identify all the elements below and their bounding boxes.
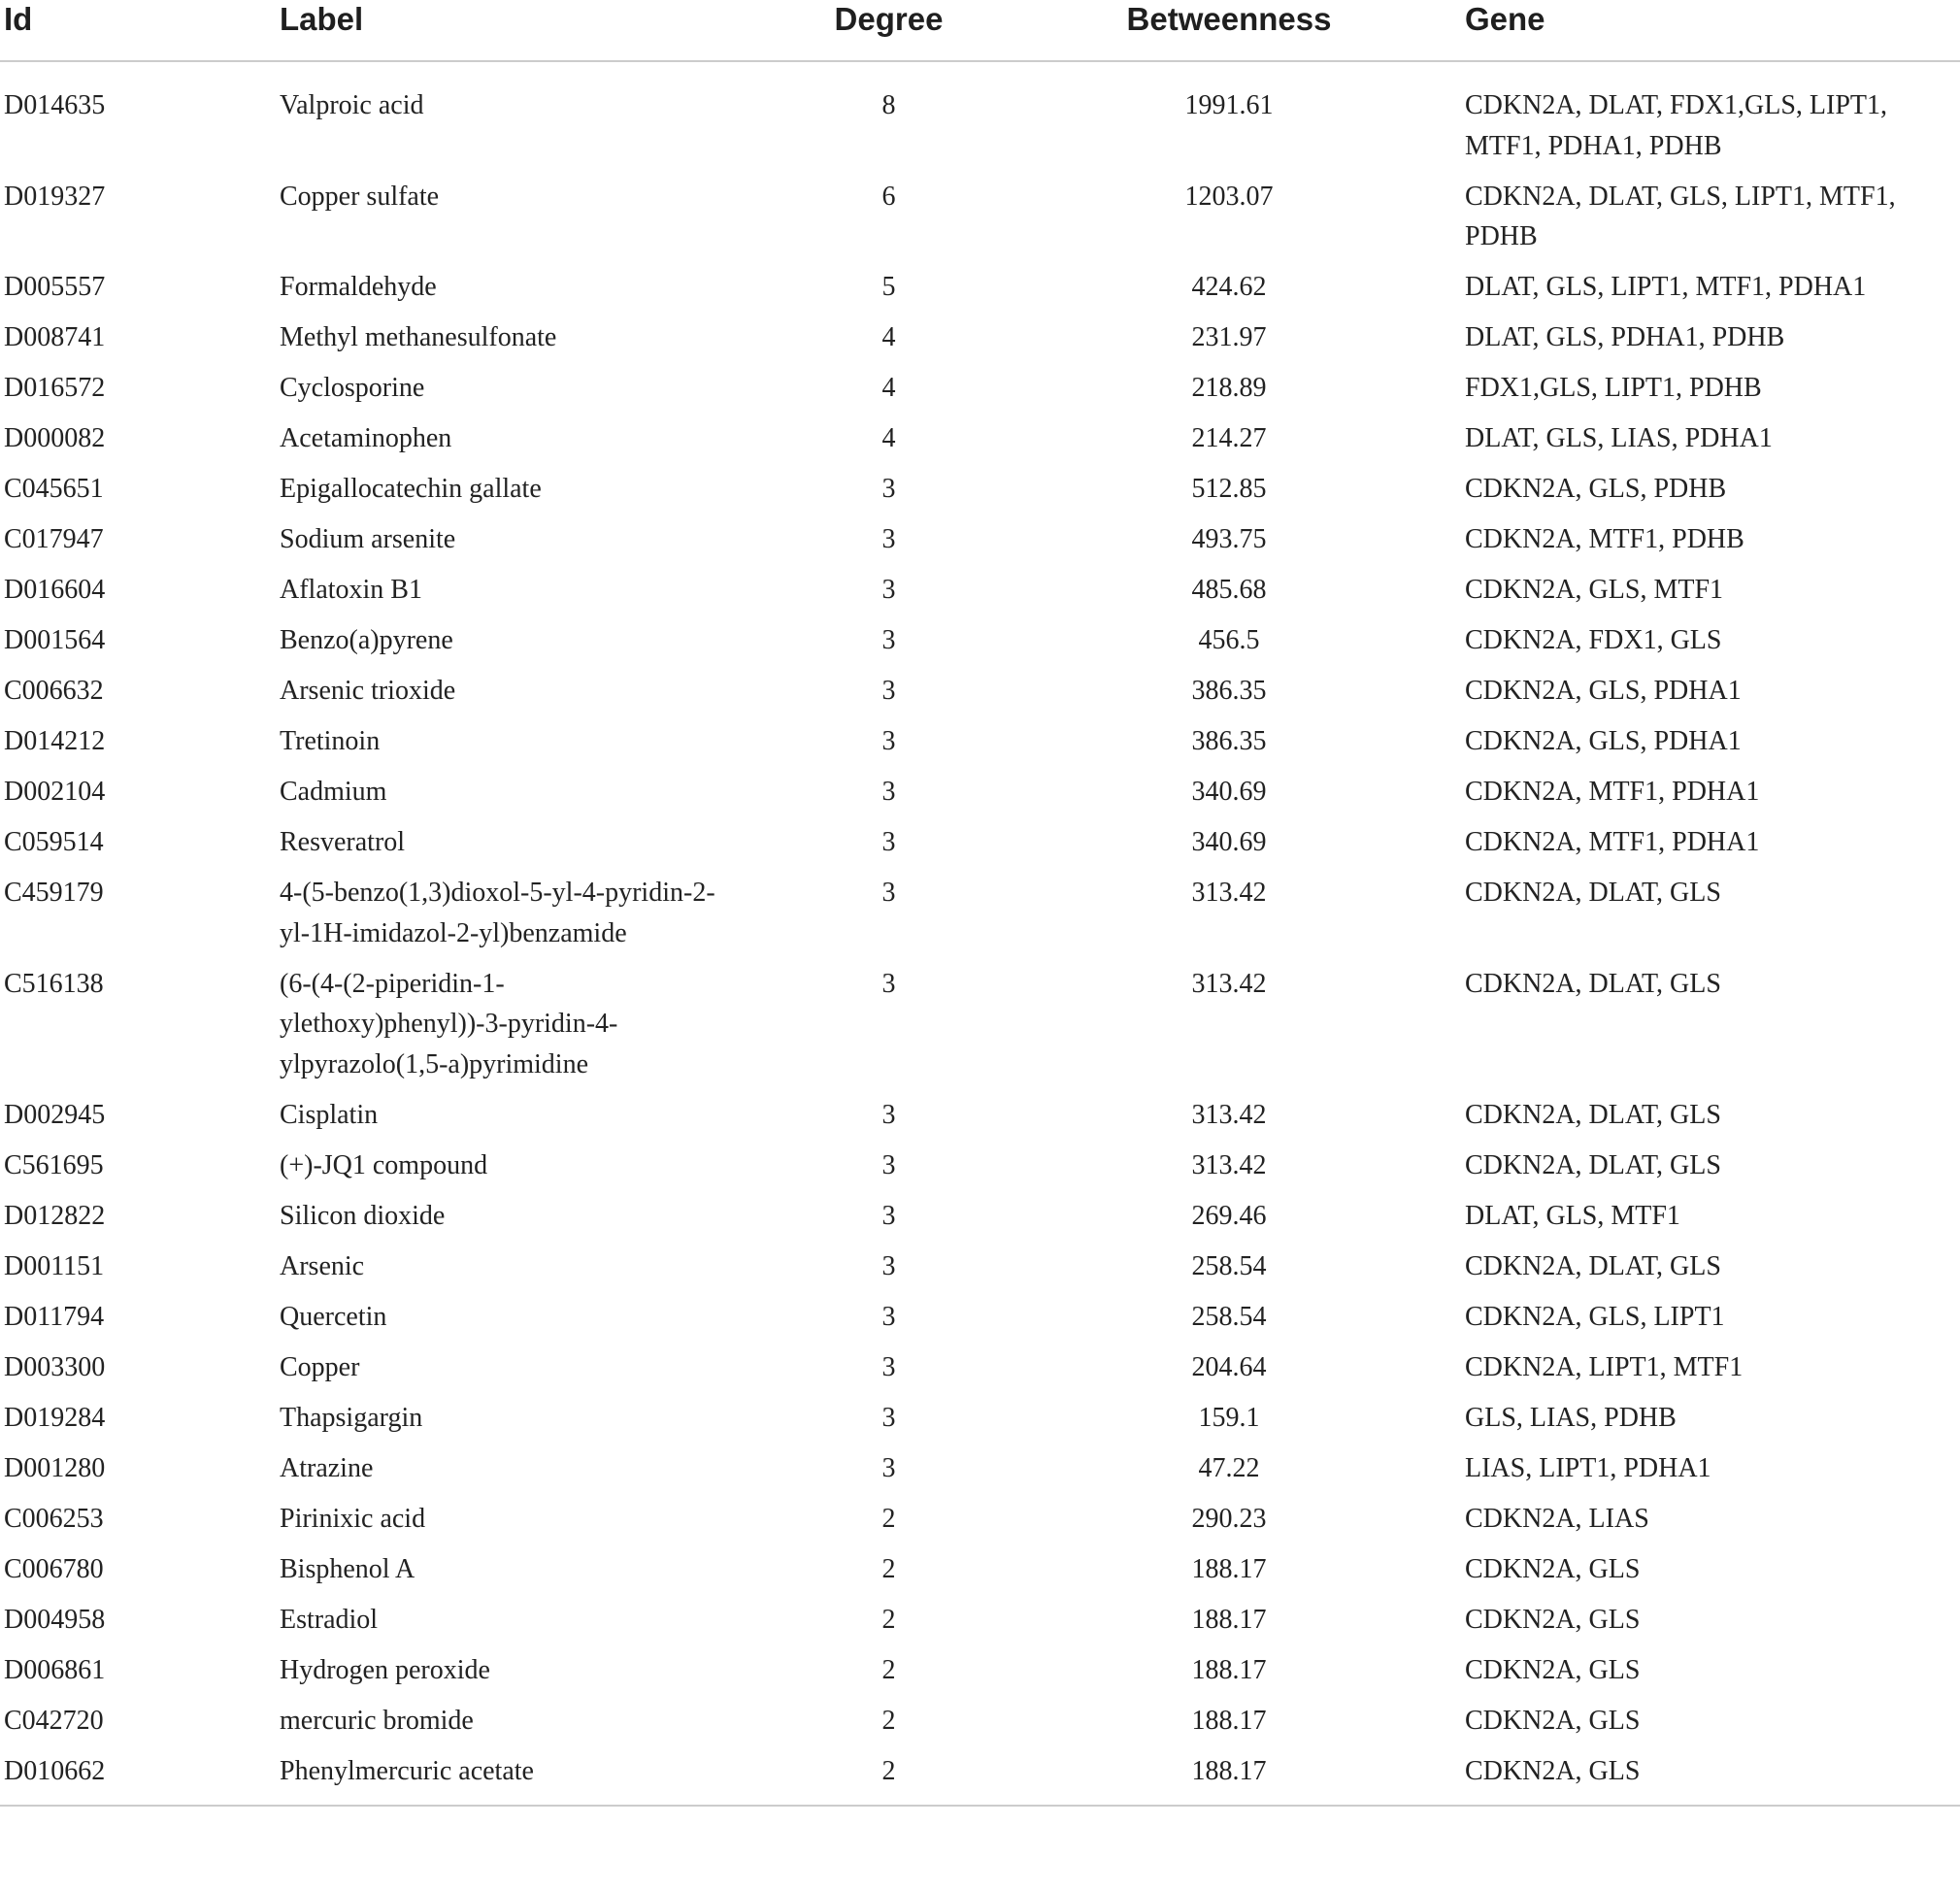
- table-row: [0, 560, 1960, 611]
- cell-id: D014212: [4, 726, 106, 756]
- cell-id: D019327: [4, 181, 106, 212]
- cell-gene: CDKN2A, GLS, MTF1: [1465, 575, 1724, 605]
- table-row: [0, 510, 1960, 560]
- cell-gene: CDKN2A, GLS: [1465, 1553, 1641, 1584]
- cell-id: C017947: [4, 524, 104, 554]
- cell-id: D014635: [4, 90, 106, 120]
- cell-gene: CDKN2A, MTF1, PDHA1: [1465, 777, 1760, 807]
- cell-id: D001151: [4, 1250, 105, 1281]
- cell-degree: 4: [881, 423, 896, 453]
- cell-degree: 3: [881, 827, 896, 857]
- cell-id: D000082: [4, 423, 106, 453]
- cell-id: D019284: [4, 1402, 106, 1433]
- cell-gene: DLAT, GLS, PDHA1, PDHB: [1465, 322, 1785, 352]
- cell-degree: 3: [881, 968, 896, 999]
- cell-id: D002945: [4, 1099, 106, 1130]
- bottom-rule: [0, 1806, 1960, 1807]
- cell-gene: CDKN2A, MTF1, PDHA1: [1465, 827, 1760, 857]
- cell-gene: CDKN2A, GLS, LIPT1: [1465, 1301, 1725, 1332]
- cell-betweenness: 159.1: [1198, 1402, 1260, 1433]
- cell-label: Aflatoxin B1: [280, 575, 422, 605]
- cell-betweenness: 290.23: [1191, 1503, 1267, 1534]
- cell-label: Resveratrol: [280, 827, 406, 857]
- header-betweenness: Betweenness: [993, 0, 1465, 61]
- cell-betweenness: 258.54: [1191, 1301, 1267, 1332]
- cell-id: D004958: [4, 1604, 106, 1635]
- cell-id: D006861: [4, 1654, 106, 1685]
- cell-label: mercuric bromide: [280, 1705, 474, 1736]
- cell-id: D001280: [4, 1452, 106, 1483]
- cell-degree: 2: [881, 1654, 896, 1685]
- cell-degree: 6: [881, 181, 896, 212]
- header-row: [0, 0, 1960, 61]
- cell-betweenness: 313.42: [1191, 968, 1267, 999]
- cell-betweenness: 340.69: [1191, 827, 1267, 857]
- cell-label: Arsenic: [280, 1250, 365, 1281]
- cell-betweenness: 269.46: [1191, 1200, 1267, 1231]
- cell-label: Formaldehyde: [280, 272, 437, 302]
- cell-id: D010662: [4, 1755, 106, 1786]
- table-row: [0, 762, 1960, 813]
- cell-id: C006253: [4, 1503, 104, 1534]
- cell-gene: CDKN2A, GLS: [1465, 1755, 1641, 1786]
- cell-id: C561695: [4, 1149, 104, 1180]
- table-row: [0, 863, 1960, 954]
- cell-betweenness: 188.17: [1191, 1654, 1267, 1685]
- cell-betweenness: 258.54: [1191, 1250, 1267, 1281]
- cell-gene: CDKN2A, GLS: [1465, 1654, 1641, 1685]
- cell-gene: DLAT, GLS, LIAS, PDHA1: [1465, 423, 1773, 453]
- cell-label: Hydrogen peroxide: [280, 1654, 490, 1685]
- cell-id: C045651: [4, 474, 104, 504]
- cell-label: Acetaminophen: [280, 423, 452, 453]
- cell-betweenness: 218.89: [1191, 373, 1267, 403]
- cell-degree: 3: [881, 1402, 896, 1433]
- cell-label: Benzo(a)pyrene: [280, 625, 453, 655]
- cell-id: D001564: [4, 625, 106, 655]
- cell-degree: 3: [881, 1351, 896, 1382]
- table-row: [0, 712, 1960, 762]
- cell-id: C042720: [4, 1705, 104, 1736]
- table-row: [0, 1135, 1960, 1185]
- table-row: [0, 459, 1960, 510]
- cell-gene: CDKN2A, FDX1, GLS: [1465, 625, 1722, 655]
- table-row: [0, 1438, 1960, 1488]
- cell-label: Cyclosporine: [280, 373, 425, 403]
- table-row: [0, 1589, 1960, 1640]
- cell-id: D008741: [4, 322, 106, 352]
- cell-betweenness: 386.35: [1191, 676, 1267, 706]
- cell-label: Atrazine: [280, 1452, 374, 1483]
- cell-id: D005557: [4, 272, 106, 302]
- cell-gene: LIAS, LIPT1, PDHA1: [1465, 1452, 1711, 1483]
- table-row: [0, 358, 1960, 409]
- cell-degree: 2: [881, 1503, 896, 1534]
- cell-gene: CDKN2A, GLS, PDHA1: [1465, 726, 1742, 756]
- cell-id: C006632: [4, 676, 104, 706]
- cell-betweenness: 485.68: [1191, 575, 1267, 605]
- cell-gene: DLAT, GLS, LIPT1, MTF1, PDHA1: [1465, 272, 1867, 302]
- cell-id: D016572: [4, 373, 106, 403]
- table-row: [0, 1539, 1960, 1589]
- cell-degree: 2: [881, 1705, 896, 1736]
- cell-betweenness: 313.42: [1191, 1099, 1267, 1130]
- cell-label: Phenylmercuric acetate: [280, 1755, 534, 1786]
- cell-label: Estradiol: [280, 1604, 379, 1635]
- cell-label: Arsenic trioxide: [280, 676, 456, 706]
- cell-betweenness: 340.69: [1191, 777, 1267, 807]
- cell-label: 4-(5-benzo(1,3)dioxol-5-yl-4-pyridin-2-yl-1H-imidazol-2-yl)benzamide: [280, 878, 715, 948]
- table-row: [0, 61, 1960, 166]
- cell-betweenness: 188.17: [1191, 1755, 1267, 1786]
- table-row: [0, 1185, 1960, 1236]
- cell-gene: CDKN2A, GLS, PDHA1: [1465, 676, 1742, 706]
- cell-gene: CDKN2A, DLAT, FDX1,GLS, LIPT1, MTF1, PDHA1, PDHB: [1465, 90, 1888, 161]
- table-row: [0, 1690, 1960, 1741]
- cell-degree: 3: [881, 474, 896, 504]
- cell-gene: CDKN2A, DLAT, GLS: [1465, 878, 1721, 908]
- header-id: Id: [0, 0, 280, 61]
- cell-gene: CDKN2A, LIAS: [1465, 1503, 1649, 1534]
- cell-degree: 4: [881, 322, 896, 352]
- cell-betweenness: 188.17: [1191, 1705, 1267, 1736]
- cell-id: C516138: [4, 968, 104, 999]
- cell-betweenness: 493.75: [1191, 524, 1267, 554]
- cell-label: Epigallocatechin gallate: [280, 474, 542, 504]
- cell-label: Cadmium: [280, 777, 387, 807]
- cell-label: (6-(4-(2-piperidin-1-ylethoxy)phenyl))-3-pyridin-4-ylpyrazolo(1,5-a)pyrimidine: [280, 968, 618, 1079]
- cell-id: D016604: [4, 575, 106, 605]
- cell-degree: 3: [881, 1250, 896, 1281]
- cell-gene: CDKN2A, MTF1, PDHB: [1465, 524, 1744, 554]
- cell-id: D003300: [4, 1351, 106, 1382]
- cell-gene: CDKN2A, GLS: [1465, 1705, 1641, 1736]
- table-row: [0, 1387, 1960, 1438]
- cell-label: Bisphenol A: [280, 1553, 415, 1584]
- cell-degree: 3: [881, 625, 896, 655]
- cell-degree: 8: [881, 90, 896, 120]
- cell-degree: 3: [881, 1099, 896, 1130]
- table-body: [0, 61, 1960, 1806]
- table-row: [0, 257, 1960, 308]
- cell-gene: FDX1,GLS, LIPT1, PDHB: [1465, 373, 1762, 403]
- cell-label: Methyl methanesulfonate: [280, 322, 557, 352]
- table-row: [0, 166, 1960, 257]
- cell-id: D011794: [4, 1301, 105, 1332]
- cell-degree: 3: [881, 726, 896, 756]
- table-row: [0, 1488, 1960, 1539]
- cell-gene: GLS, LIAS, PDHB: [1465, 1402, 1677, 1433]
- cell-betweenness: 188.17: [1191, 1604, 1267, 1635]
- cell-betweenness: 424.62: [1191, 272, 1267, 302]
- cell-id: D012822: [4, 1200, 106, 1231]
- cell-betweenness: 231.97: [1191, 322, 1267, 352]
- table-row: [0, 813, 1960, 863]
- cell-degree: 3: [881, 1452, 896, 1483]
- cell-id: C459179: [4, 878, 104, 908]
- table-row: [0, 1084, 1960, 1135]
- cell-betweenness: 1203.07: [1184, 181, 1274, 212]
- cell-betweenness: 313.42: [1191, 878, 1267, 908]
- cell-gene: CDKN2A, DLAT, GLS: [1465, 1149, 1721, 1180]
- cell-id: C059514: [4, 827, 104, 857]
- cell-label: (+)-JQ1 compound: [280, 1149, 488, 1180]
- cell-degree: 3: [881, 575, 896, 605]
- cell-degree: 5: [881, 272, 896, 302]
- cell-betweenness: 456.5: [1198, 625, 1260, 655]
- cell-betweenness: 204.64: [1191, 1351, 1267, 1382]
- cell-betweenness: 512.85: [1191, 474, 1267, 504]
- cell-betweenness: 188.17: [1191, 1553, 1267, 1584]
- cell-degree: 2: [881, 1755, 896, 1786]
- cell-label: Silicon dioxide: [280, 1200, 446, 1231]
- table-row: [0, 1640, 1960, 1690]
- cell-degree: 4: [881, 373, 896, 403]
- cell-label: Copper: [280, 1351, 360, 1382]
- cell-label: Sodium arsenite: [280, 524, 456, 554]
- cell-id: D002104: [4, 777, 106, 807]
- cell-degree: 2: [881, 1604, 896, 1635]
- table-row: [0, 308, 1960, 358]
- table-row: [0, 1741, 1960, 1806]
- cell-gene: CDKN2A, GLS: [1465, 1604, 1641, 1635]
- cell-degree: 3: [881, 676, 896, 706]
- cell-label: Pirinixic acid: [280, 1503, 426, 1534]
- table-row: [0, 611, 1960, 661]
- cell-label: Copper sulfate: [280, 181, 440, 212]
- table-row: [0, 409, 1960, 459]
- table-row: [0, 1286, 1960, 1337]
- cell-betweenness: 214.27: [1191, 423, 1267, 453]
- cell-betweenness: 313.42: [1191, 1149, 1267, 1180]
- cell-betweenness: 1991.61: [1184, 90, 1274, 120]
- cell-degree: 3: [881, 878, 896, 908]
- cell-degree: 3: [881, 1301, 896, 1332]
- cell-gene: DLAT, GLS, MTF1: [1465, 1200, 1680, 1231]
- cell-gene: CDKN2A, DLAT, GLS: [1465, 1250, 1721, 1281]
- cell-label: Valproic acid: [280, 90, 424, 120]
- cell-id: C006780: [4, 1553, 104, 1584]
- table-row: [0, 953, 1960, 1084]
- table-row: [0, 1236, 1960, 1286]
- table-row: [0, 661, 1960, 712]
- cell-gene: CDKN2A, DLAT, GLS, LIPT1, MTF1, PDHB: [1465, 181, 1896, 251]
- cell-betweenness: 386.35: [1191, 726, 1267, 756]
- table-row: [0, 1337, 1960, 1387]
- header-degree: Degree: [784, 0, 993, 61]
- cell-betweenness: 47.22: [1198, 1452, 1260, 1483]
- cell-gene: CDKN2A, DLAT, GLS: [1465, 1099, 1721, 1130]
- cell-gene: CDKN2A, DLAT, GLS: [1465, 968, 1721, 999]
- header-label: Label: [280, 0, 784, 61]
- header-gene: Gene: [1465, 0, 1960, 61]
- cell-degree: 3: [881, 1200, 896, 1231]
- cell-degree: 3: [881, 777, 896, 807]
- cell-degree: 2: [881, 1553, 896, 1584]
- cell-degree: 3: [881, 1149, 896, 1180]
- cell-gene: CDKN2A, LIPT1, MTF1: [1465, 1351, 1744, 1382]
- cell-label: Thapsigargin: [280, 1402, 423, 1433]
- cell-degree: 3: [881, 524, 896, 554]
- cell-label: Tretinoin: [280, 726, 381, 756]
- cell-label: Quercetin: [280, 1301, 387, 1332]
- table-header: [0, 0, 1960, 61]
- cell-gene: CDKN2A, GLS, PDHB: [1465, 474, 1727, 504]
- cell-label: Cisplatin: [280, 1099, 379, 1130]
